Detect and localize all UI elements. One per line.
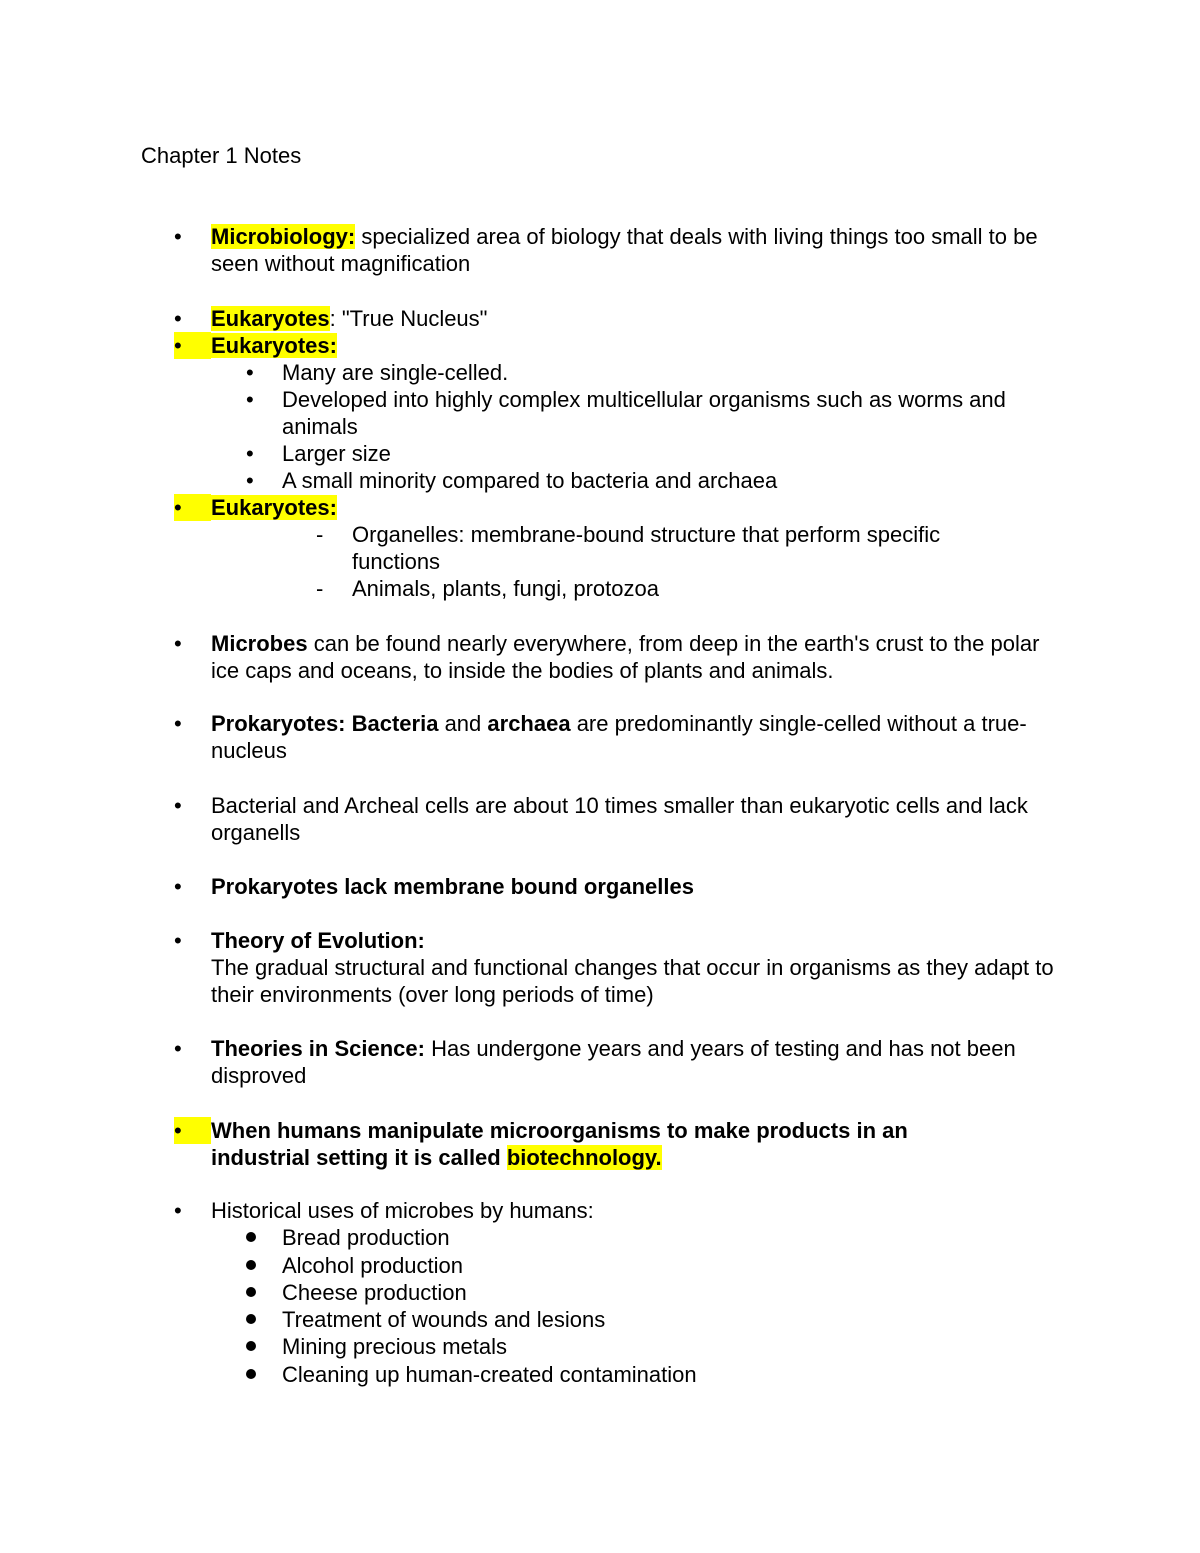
sub-bullet: •: [246, 387, 254, 412]
bullet: •: [174, 1198, 182, 1223]
prokaryotes-item: [211, 710, 1071, 764]
bullet: •: [174, 928, 182, 953]
eukaryotes-sub-item: A small minority compared to bacteria and archaea: [282, 468, 778, 493]
organelles-item: Organelles: membrane-bound structure that perform specific functions: [352, 522, 941, 574]
eukaryotes-item-1: [211, 305, 1071, 332]
biotechnology-text: When humans manipulate microorganisms to make products in an industrial setting it is called: [211, 1118, 908, 1170]
eukaryotes-text-1: : "True Nucleus": [329, 306, 488, 331]
archaea-term: archaea: [487, 711, 571, 736]
bullet: •: [174, 306, 182, 331]
bullet: •: [174, 1036, 182, 1061]
microbiology-term: Microbiology:: [211, 224, 356, 249]
prokaryotes-lack-item: [211, 873, 1071, 900]
round-bullet: [246, 1341, 256, 1351]
round-bullet: [246, 1287, 256, 1297]
microbes-term: Microbes: [211, 631, 308, 656]
historical-use: Cleaning up human-created contamination: [282, 1362, 697, 1387]
sub-bullet: •: [246, 468, 254, 493]
round-bullet: [246, 1369, 256, 1379]
bacterial-item: Bacterial and Archeal cells are about 10 times smaller than eukaryotic cells and lack organells: [211, 793, 1028, 845]
prokaryotes-and: and: [438, 711, 488, 736]
historical-use: Alcohol production: [282, 1253, 464, 1278]
theories-text: Has undergone years and years of testing and has not been disproved: [211, 1036, 1016, 1088]
dash-bullet: -: [316, 522, 324, 547]
prokaryotes-term: Prokaryotes: Bacteria: [211, 711, 439, 736]
eukaryotes-term-2: Eukaryotes:: [211, 333, 337, 358]
eukaryotes-sub-item: Many are single-celled.: [282, 360, 509, 385]
bullet: •: [174, 494, 211, 521]
evolution-text: The gradual structural and functional changes that occur in organisms as they adapt to their environments (over long periods of time): [211, 955, 1054, 1007]
microbiology-text: specialized area of biology that deals with living things too small to be seen without magnification: [211, 224, 1038, 276]
historical-use: Mining precious metals: [282, 1334, 507, 1359]
biotechnology-item: [211, 1117, 1001, 1171]
evolution-term: Theory of Evolution:: [211, 928, 425, 953]
sub-bullet: •: [246, 441, 254, 466]
biotechnology-term: biotechnology.: [506, 1145, 662, 1170]
round-bullet: [246, 1232, 256, 1242]
microbiology-item: [211, 223, 1071, 277]
eukaryotes-item-2: [211, 332, 1071, 359]
historical-use: Cheese production: [282, 1280, 467, 1305]
bullet: •: [174, 711, 182, 736]
bullet: •: [174, 793, 182, 818]
eukaryotes-term-3: Eukaryotes:: [211, 495, 337, 520]
bullet: •: [174, 224, 182, 249]
historical-use: Bread production: [282, 1225, 450, 1250]
eukaryotes-term-1: Eukaryotes: [211, 306, 330, 331]
page-title: Chapter 1 Notes: [141, 143, 302, 168]
eukaryotes-sub-item: Developed into highly complex multicellular organisms such as worms and animals: [282, 387, 1006, 439]
historical-use: Treatment of wounds and lesions: [282, 1307, 606, 1332]
theories-item: [211, 1035, 1071, 1089]
bullet: •: [174, 631, 182, 656]
bullet: •: [174, 874, 182, 899]
eukaryotes-sub-item: Larger size: [282, 441, 391, 466]
bullet: •: [174, 1117, 211, 1144]
examples-item: Animals, plants, fungi, protozoa: [352, 576, 659, 601]
historical-item: Historical uses of microbes by humans:: [211, 1198, 594, 1223]
round-bullet: [246, 1314, 256, 1324]
prokaryotes-lack-text: Prokaryotes lack membrane bound organelles: [211, 874, 694, 899]
microbes-text: can be found nearly everywhere, from deep in the earth's crust to the polar ice caps and oceans, to inside the bodies of plants and animals.: [211, 631, 1040, 683]
eukaryotes-item-3: [211, 494, 1071, 521]
bullet: •: [174, 332, 211, 359]
prokaryotes-text: are predominantly single-celled without a true-nucleus: [211, 711, 1027, 763]
theories-term: Theories in Science:: [211, 1036, 425, 1061]
dash-bullet: -: [316, 576, 324, 601]
round-bullet: [246, 1260, 256, 1270]
evolution-item: [211, 927, 1071, 1008]
microbes-item: [211, 630, 1071, 684]
sub-bullet: •: [246, 360, 254, 385]
